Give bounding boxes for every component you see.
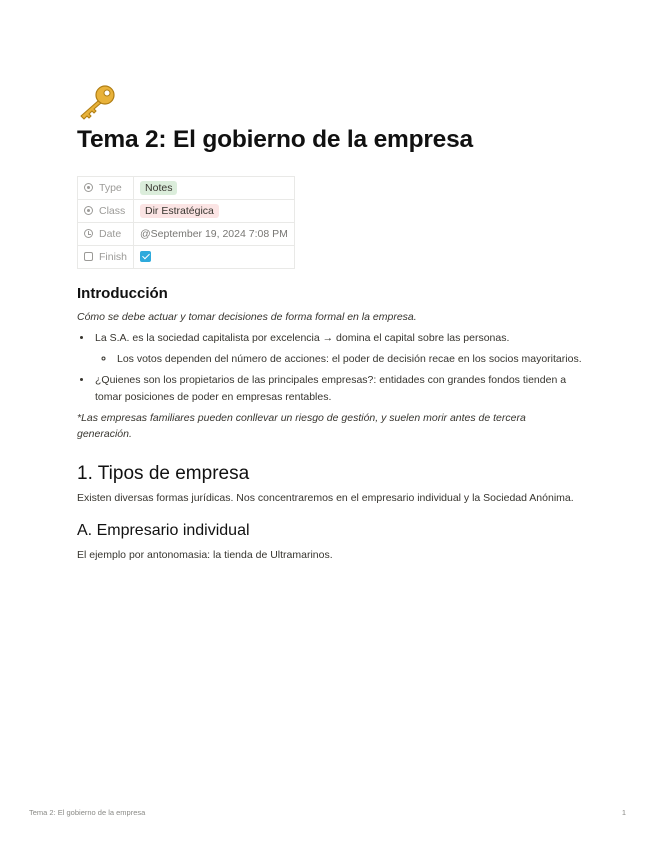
subsection-heading-empresario: A. Empresario individual — [77, 522, 250, 539]
page-title: Tema 2: El gobierno de la empresa — [77, 126, 473, 153]
property-name: Date — [99, 227, 122, 240]
property-row-class — [78, 199, 295, 222]
sub-bullet-list — [95, 351, 582, 368]
checkbox-icon — [84, 252, 93, 261]
subsection-text-empresario: El ejemplo por antonomasia: la tienda de Ultramarinos. — [77, 549, 333, 561]
key-icon — [77, 84, 117, 122]
footer-title: Tema 2: El gobierno de la empresa — [29, 808, 146, 817]
property-row-date — [78, 222, 295, 245]
list-item: ◦ Los votos dependen del número de acciones: el poder de decisión recae en los socios mayoritarios. — [115, 351, 582, 368]
clock-icon — [84, 229, 93, 238]
finish-checkbox[interactable] — [140, 251, 151, 262]
property-row-finish — [78, 245, 295, 268]
property-name: Class — [99, 204, 126, 217]
intro-lead: Cómo se debe actuar y tomar decisiones de forma formal en la empresa. — [77, 310, 417, 323]
intro-note: *Las empresas familiares pueden conllevar un riesgo de gestión, y suelen morir antes de tercera generación. — [77, 411, 526, 441]
list-item-text: La S.A. es la sociedad capitalista por excelencia → domina el capital sobre las personas. — [95, 332, 510, 345]
property-name: Finish — [99, 250, 128, 263]
list-item: • ¿Quienes son los propietarios de las principales empresas?: entidades con grandes fondos tienden a tomar posiciones de poder en empresas rentables. — [93, 372, 582, 406]
target-icon — [84, 183, 93, 192]
target-icon — [84, 206, 93, 215]
page-number: 1 — [621, 808, 626, 817]
document-page — [77, 84, 582, 564]
properties-table — [77, 176, 295, 269]
property-name: Type — [99, 181, 122, 194]
class-tag[interactable]: Dir Estratégica — [140, 204, 219, 218]
property-row-type — [78, 176, 295, 199]
list-item — [93, 330, 582, 368]
section-heading-tipos: 1. Tipos de empresa — [77, 463, 250, 485]
page-footer — [29, 808, 626, 817]
intro-heading: Introducción — [77, 284, 168, 302]
section-text-tipos: Existen diversas formas jurídicas. Nos concentraremos en el empresario individual y la Sociedad Anónima. — [77, 492, 574, 505]
type-tag[interactable]: Notes — [140, 181, 177, 195]
date-value[interactable]: @September 19, 2024 7:08 PM — [140, 227, 288, 240]
intro-bullet-list — [77, 330, 582, 405]
